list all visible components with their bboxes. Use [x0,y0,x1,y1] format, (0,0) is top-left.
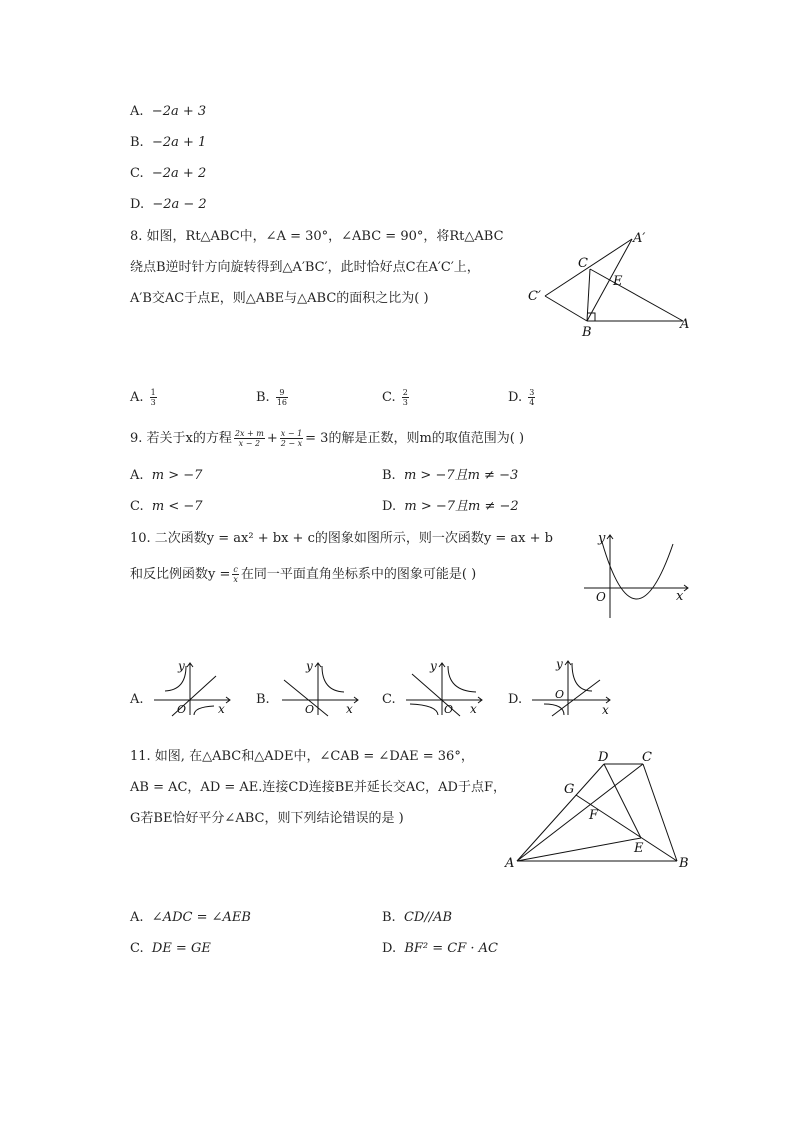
label-a: A [680,317,690,332]
x-label: x [346,702,353,716]
q10-option-a-graph [152,660,234,716]
option-label: B. [382,910,396,925]
q10-option-a-label: A. [130,692,144,707]
option-text: −2a − 2 [152,197,207,212]
q10-parabola-figure [580,530,695,622]
option-text: ∠ADC = ∠AEB [151,910,251,925]
fraction [402,388,409,407]
q11-triangle-figure [500,748,700,874]
x-label: x [218,702,225,716]
origin-label: O [177,703,187,716]
option-label: D. [382,499,397,514]
y-label: y [178,659,185,673]
segment-ac [517,764,643,861]
denominator: 4 [529,398,535,407]
label-e: E [613,274,623,289]
numerator: 9 [276,388,288,398]
origin-label: O [555,688,565,701]
option-text: −2a + 2 [151,166,207,181]
q8-line1: 8. 如图，Rt△ABC中，∠A = 30°，∠ABC = 90°，将Rt△ABC [130,229,504,244]
option-label: A. [130,104,144,119]
q9-fraction-2 [280,429,303,448]
x-label: x [470,702,477,716]
q7-option-a [130,104,206,120]
q8-line3: A′B交AC于点E，则△ABE与△ABC的面积之比为( ) [130,291,429,306]
numerator: c [233,565,238,574]
numerator: 1 [150,388,156,397]
label-a: A [505,856,515,871]
option-label: B. [130,135,144,150]
denominator: 3 [402,398,408,407]
denominator: x − 2 [238,439,261,448]
label-a-prime: A′ [633,231,646,246]
hyperbola-branch [448,666,476,692]
option-label: D. [382,941,397,956]
option-label: A. [130,390,144,405]
q8-option-a [130,388,159,408]
q11-line2: AB = AC，AD = AE.连接CD连接BE并延长交AC，AD于点F， [130,780,506,795]
origin-label: O [596,590,606,604]
q10-option-c-label: C. [382,692,396,707]
hyperbola-branch [572,663,592,691]
q9-suffix: = 3的解是正数，则m的取值范围为( ) [305,431,525,446]
segment-c1b [545,296,587,321]
option-label: B. [382,468,396,483]
q8-triangle-figure [520,228,700,343]
fraction [276,388,288,407]
segment-ba1 [587,239,632,321]
numerator: 2x + m [234,429,264,438]
q10-line1: 10. 二次函数y = ax² + bx + c的图象如图所示，则一次函数y = ax + b [130,531,553,546]
label-c: C [578,256,588,271]
option-text: BF² = CF · AC [404,941,498,956]
q11-option-b [382,910,452,926]
q10-option-d-label: D. [508,692,523,707]
q9-stem [130,428,524,450]
q8-option-c [382,388,411,408]
option-text: m < −7 [151,499,203,514]
x-label: x [602,703,609,717]
q11-line3: G若BE恰好平分∠ABC，则下列结论错误的是 ) [130,811,404,826]
q9-fraction-1 [234,429,265,448]
parabola-curve [602,542,673,599]
option-text: m > −7且m ≠ −2 [404,499,519,514]
denominator: 16 [276,398,288,407]
origin-label: O [305,703,315,716]
denominator: 2 − x [280,439,303,448]
option-label: C. [130,499,144,514]
q8-option-d [508,388,537,408]
option-text: m > −7且m ≠ −3 [403,468,519,483]
hyperbola-branch [194,706,214,715]
option-label: D. [508,390,523,405]
q9-prefix: 9. 若关于x的方程 [130,431,232,446]
q9-option-a [130,468,202,484]
denominator: 3 [150,398,156,407]
option-text: m > −7 [151,468,203,483]
option-label: B. [256,390,270,405]
segment-ca [590,269,683,321]
fraction [528,388,535,407]
q10-line2-suffix: 在同一平面直角坐标系中的图象可能是( ) [240,567,477,582]
numerator: 2 [402,388,408,397]
q7-option-d [130,197,207,213]
origin-label: O [444,703,454,716]
y-label: y [598,531,606,546]
label-f: F [589,808,599,823]
numerator: x − 1 [280,429,303,438]
option-text: DE = GE [151,941,211,956]
q11-line1: 11. 如图, 在△ABC和△ADE中，∠CAB = ∠DAE = 36°， [130,749,474,764]
y-label: y [430,659,437,673]
y-label: y [306,659,313,673]
option-text: CD//AB [403,910,453,925]
numerator: 3 [529,388,535,397]
segment-de [604,764,641,838]
q10-line2-prefix: 和反比例函数y = [130,567,231,582]
fraction [150,388,157,407]
q8-line2: 绕点B逆时针方向旋转得到△A′BC′，此时恰好点C在A′C′上， [130,260,480,275]
label-g: G [564,782,575,797]
segment-bg [576,795,677,861]
q9-option-d [382,499,519,515]
q8-option-b [256,388,290,408]
label-e: E [634,841,644,856]
plus-sign: + [266,431,278,446]
q7-option-c [130,166,206,182]
label-c-prime: C′ [528,289,541,304]
q7-option-b [130,135,206,151]
option-text: −2a + 1 [151,135,207,150]
option-label: D. [130,197,145,212]
q10-option-b-graph [280,660,362,716]
q10-option-d-graph [530,658,614,716]
q9-option-b [382,468,518,484]
q11-option-a [130,910,251,926]
label-d: D [598,750,609,765]
label-b: B [679,856,689,871]
q9-option-c [130,499,203,515]
option-label: C. [130,941,144,956]
option-label: C. [382,390,396,405]
label-c: C [642,750,652,765]
x-label: x [676,589,684,604]
option-text: −2a + 3 [151,104,207,119]
y-label: y [556,657,563,671]
q10-option-b-label: B. [256,692,270,707]
q11-option-d [382,941,498,957]
q10-option-c-graph [404,660,486,716]
hyperbola-branch [322,666,344,692]
label-b: B [582,325,592,340]
q10-fraction [232,565,239,584]
option-label: A. [130,910,144,925]
segment-cb [643,764,677,861]
q11-option-c [130,941,211,957]
q10-line2 [130,564,476,586]
hyperbola-branch [410,704,438,715]
segment-ae [517,838,641,861]
denominator: x [233,575,238,584]
option-label: C. [130,166,144,181]
option-label: A. [130,468,144,483]
